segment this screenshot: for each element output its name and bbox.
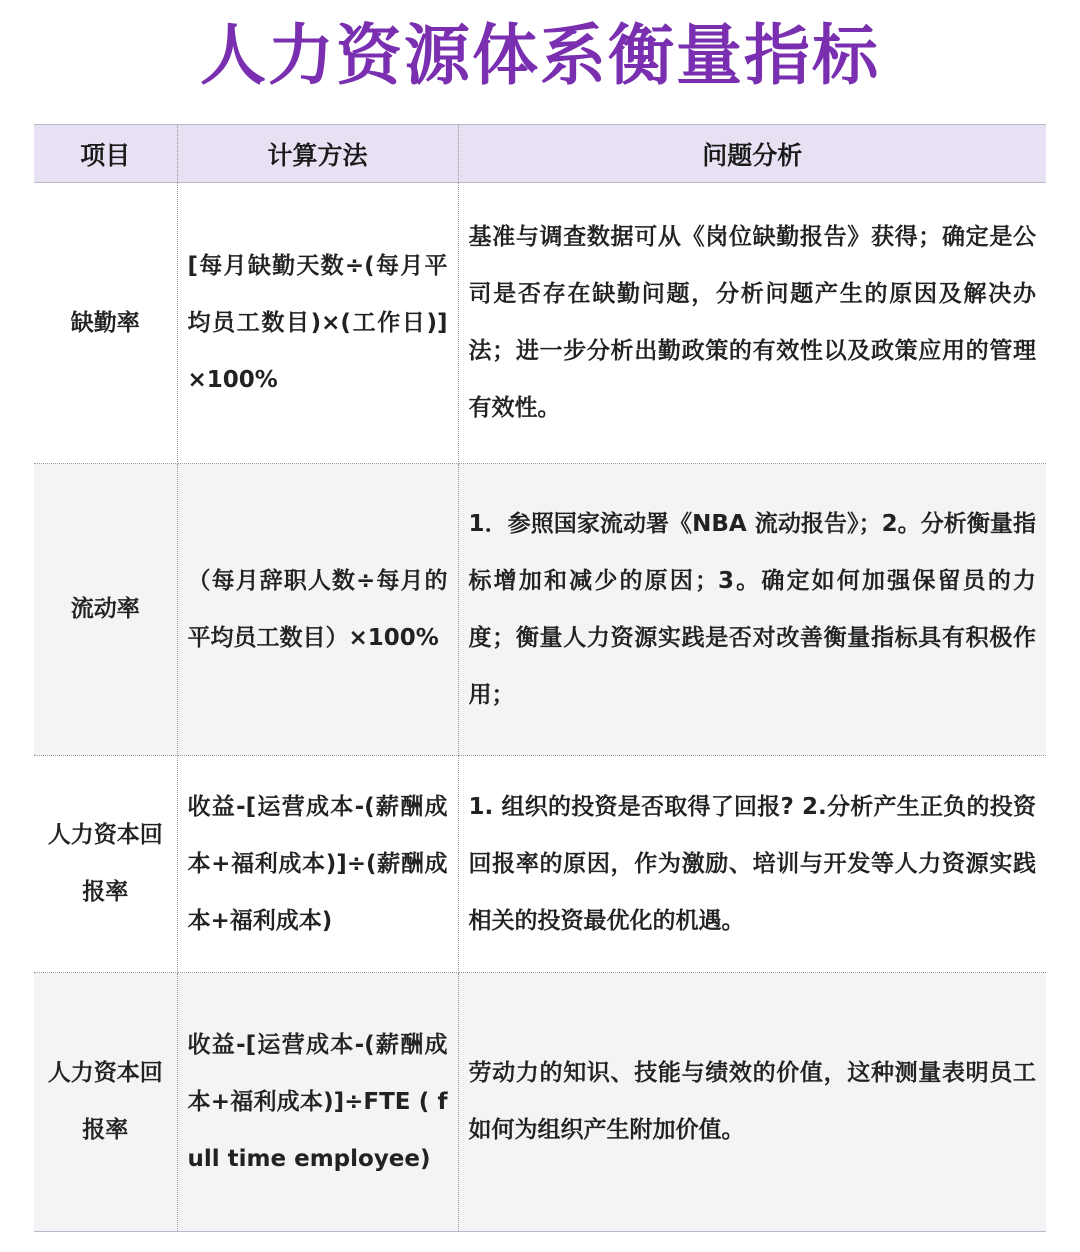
header-item: 项目 [34,125,177,183]
header-analysis: 问题分析 [458,125,1046,183]
page-title: 人力资源体系衡量指标 [200,17,880,94]
row-analysis-cell: 劳动力的知识、技能与绩效的价值，这种测量表明员工如何为组织产生附加价值。 [458,973,1046,1232]
row-analysis-cell: 基准与调查数据可从《岗位缺勤报告》获得；确定是公司是否存在缺勤问题，分析问题产生的原因及解决办法；进一步分析出勤政策的有效性以及政策应用的管理有效性。 [458,183,1046,464]
row-item-cell: 人力资本回报率 [34,973,177,1232]
row-method-cell: 收益-[运营成本-(薪酬成本+福利成本)]÷(薪酬成本+福利成本) [177,756,458,973]
row-method-cell: [每月缺勤天数÷(每月平均员工数目)×(工作日)]×100% [177,183,458,464]
header-method: 计算方法 [177,125,458,183]
row-method-cell: （每月辞职人数÷每月的平均员工数目）×100% [177,464,458,756]
row-analysis-cell: 1．参照国家流动署《NBA 流动报告》；2。分析衡量指标增加和减少的原因；3。确定如何加强保留员的力度；衡量人力资源实践是否对改善衡量指标具有积极作用； [458,464,1046,756]
row-item-cell: 缺勤率 [34,183,177,464]
row-analysis-cell: 1. 组织的投资是否取得了回报? 2.分析产生正负的投资回报率的原因，作为激励、培训与开发等人力资源实践相关的投资最优化的机遇。 [458,756,1046,973]
table-row [34,756,1046,973]
row-method-cell: 收益-[运营成本-(薪酬成本+福利成本)]÷FTE ( full time employee) [177,973,458,1232]
table-row [34,183,1046,464]
row-item-cell: 人力资本回报率 [34,756,177,973]
table-row [34,464,1046,756]
metrics-table [34,124,1046,1232]
table-row [34,973,1046,1232]
table-header-row [34,125,1046,183]
row-item-cell: 流动率 [34,464,177,756]
